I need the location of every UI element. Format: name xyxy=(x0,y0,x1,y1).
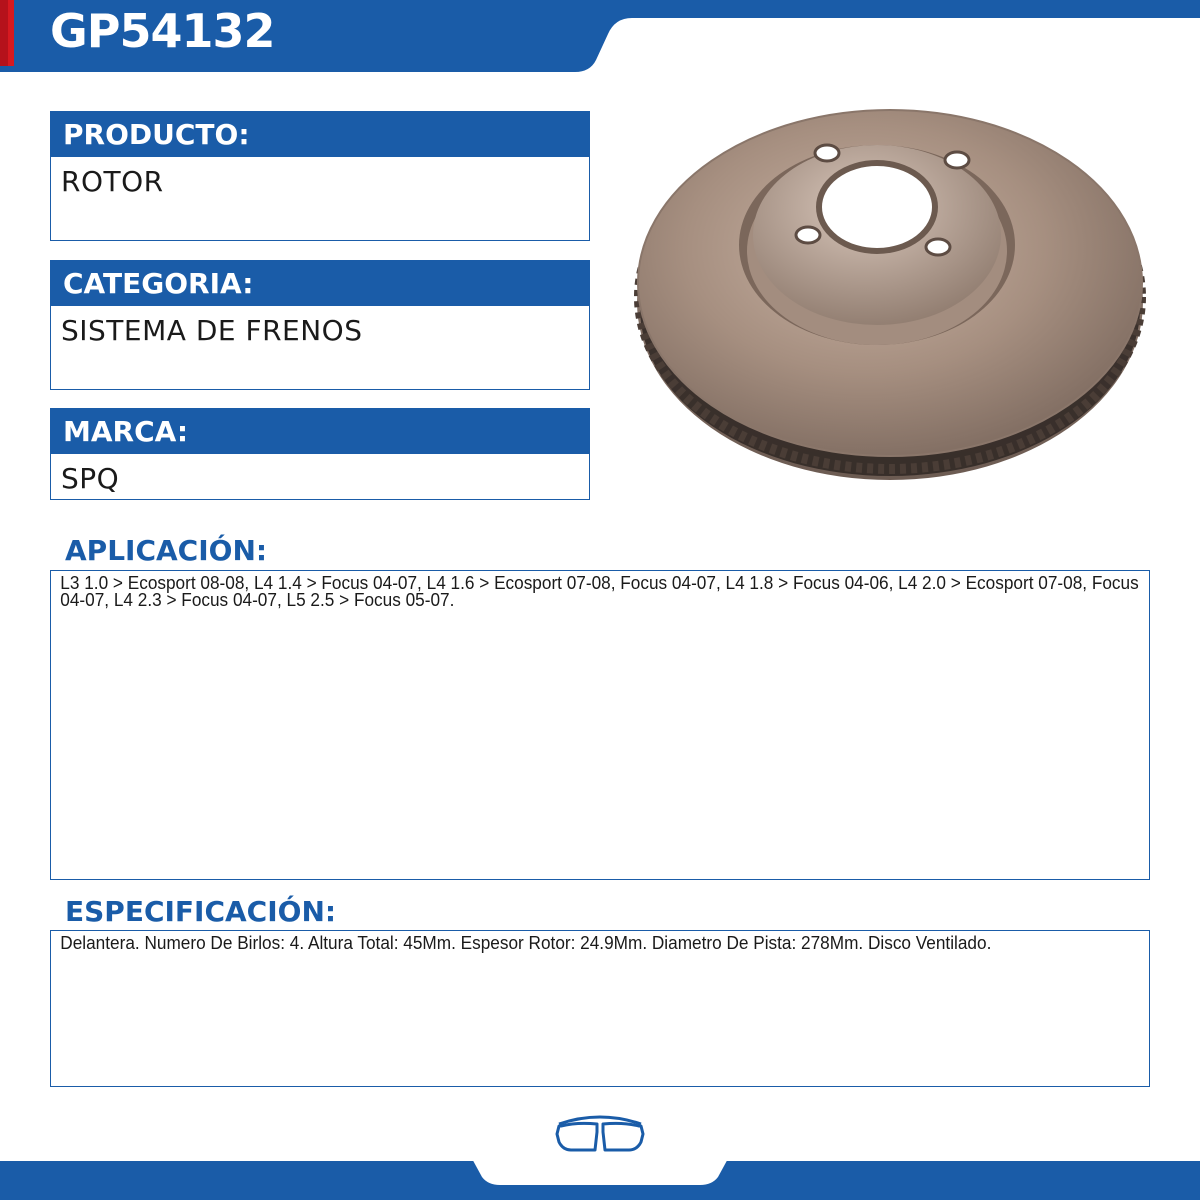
aplicacion-title: APLICACIÓN: xyxy=(65,534,268,567)
marca-label-box xyxy=(50,408,590,454)
producto-value-box xyxy=(50,157,590,241)
especificacion-title: ESPECIFICACIÓN: xyxy=(65,895,337,928)
brake-pad-icon xyxy=(553,1112,647,1156)
marca-label: MARCA: xyxy=(63,415,189,448)
aplicacion-box xyxy=(50,570,1150,880)
producto-value: ROTOR xyxy=(61,165,164,198)
aplicacion-text: L3 1.0 > Ecosport 08-08, L4 1.4 > Focus 04-07, L4 1.6 > Ecosport 07-08, Focus 04-07, L4 1.8 > Focus 04-06, L4 2.0 > Ecosport 07-08, Focus 04-07, L4 2.3 > Focus 04-07, L5 2.5 > Focus 05-07. xyxy=(60,572,1139,610)
especificacion-text: Delantera. Numero De Birlos: 4. Altura Total: 45Mm. Espesor Rotor: 24.9Mm. Diametro De Pista: 278Mm. Disco Ventilado. xyxy=(60,932,992,953)
categoria-value-box xyxy=(50,306,590,390)
marca-value: SPQ xyxy=(61,462,120,495)
producto-label-box xyxy=(50,111,590,157)
brake-rotor-image xyxy=(615,105,1175,535)
producto-label: PRODUCTO: xyxy=(63,118,250,151)
categoria-value: SISTEMA DE FRENOS xyxy=(61,314,363,347)
footer-category-label: FRENOS xyxy=(573,1165,627,1180)
marca-value-box xyxy=(50,454,590,500)
product-code-title: GP54132 xyxy=(50,4,275,58)
especificacion-box xyxy=(50,930,1150,1087)
categoria-label-box xyxy=(50,260,590,306)
categoria-label: CATEGORIA: xyxy=(63,267,254,300)
